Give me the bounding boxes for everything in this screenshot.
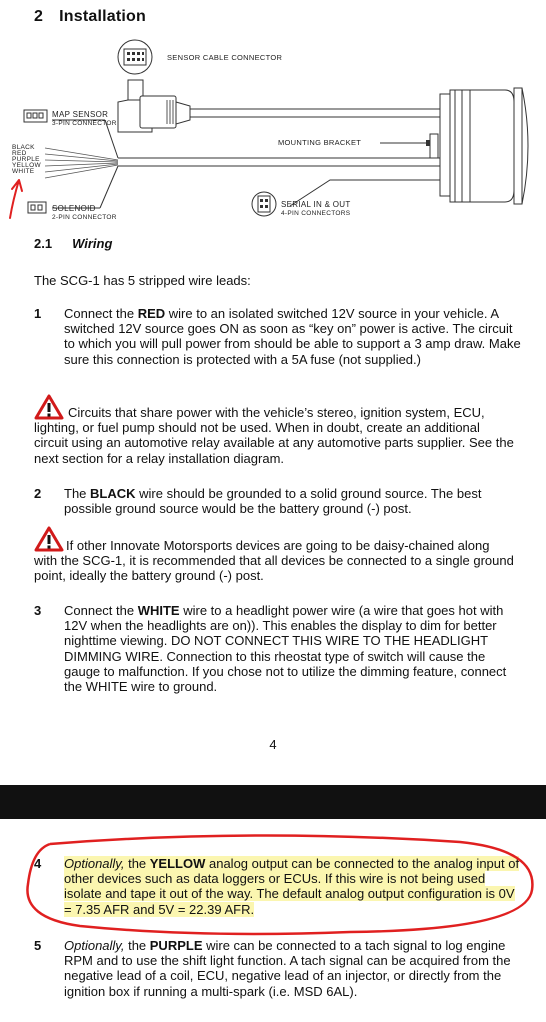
- solenoid-title: SOLENOID: [52, 204, 96, 213]
- wire-label-white: WHITE: [12, 168, 35, 175]
- map-sensor-connector-icon: [24, 110, 47, 122]
- wire-color-red: RED: [137, 306, 166, 321]
- page-separator: [0, 785, 546, 819]
- item-number: 5: [34, 938, 42, 953]
- wire-color-purple: PURPLE: [149, 938, 203, 953]
- wire-label-red: RED: [12, 150, 27, 157]
- subsection-number: 2.1: [34, 236, 53, 251]
- warning-1: [34, 394, 514, 466]
- item-text-pre: the: [124, 938, 150, 953]
- warning-triangle-icon: [34, 526, 64, 552]
- wire-color-black: BLACK: [90, 486, 136, 501]
- section-number: 2: [34, 8, 44, 25]
- item-text: [64, 486, 524, 516]
- mounting-bracket-icon: [380, 134, 438, 158]
- item-text-pre: The: [64, 486, 91, 501]
- red-arrow-annotation: [10, 180, 22, 218]
- subsection-heading: [34, 236, 112, 251]
- list-item-1: [34, 306, 524, 386]
- wire-label-yellow: YELLOW: [12, 162, 41, 169]
- item-number: 1: [34, 306, 42, 321]
- serial-label: [281, 200, 351, 218]
- wire-label-black: BLACK: [12, 144, 35, 151]
- list-item-2: [34, 486, 524, 518]
- map-sensor-title: MAP SENSOR: [52, 110, 109, 119]
- gauge-icon: [440, 88, 528, 204]
- item-text-pre: the: [124, 856, 150, 871]
- item-text-italic: Optionally,: [64, 938, 125, 953]
- list-item-3: [34, 603, 524, 699]
- wire-color-yellow: YELLOW: [149, 856, 206, 871]
- sensor-cable-connector-label: SENSOR CABLE CONNECTOR: [167, 53, 283, 62]
- serial-subtitle: 4-PIN CONNECTORS: [281, 210, 351, 217]
- wire-color-labels: [12, 145, 41, 175]
- wire-label-purple: PURPLE: [12, 156, 40, 163]
- section-heading: [34, 8, 146, 26]
- item-text-post: wire to a headlight power wire (a wire that goes hot with 12V when the headlights are on)). This enables the display to dim for better nighttime viewing. DO NOT CONNECT THIS WIRE TO THE HEADLIGHT DIMMING WIRE. Connection to this rheostat type of switch will cause the gauge to malfunction. If you chose not to utilize the dimming feature, connect the WHITE wire to ground.: [64, 603, 507, 695]
- map-sensor-label: [52, 110, 117, 128]
- item-text: [64, 306, 524, 367]
- item-text-italic: Optionally,: [64, 856, 125, 871]
- warning-text: If other Innovate Motorsports devices are going to be daisy-chained along with the SCG-1, it is recommended that all devices be connected to a single ground point, ideally the battery ground (-) post.: [34, 538, 514, 584]
- serial-title: SERIAL IN & OUT: [281, 200, 351, 209]
- red-circle-annotation: [20, 832, 542, 944]
- solenoid-label: [52, 204, 117, 222]
- wire-color-white: WHITE: [137, 603, 180, 618]
- sensor-cable-connector-icon: [118, 40, 152, 74]
- item-text-pre: Connect the: [64, 306, 138, 321]
- intro-text: The SCG-1 has 5 stripped wire leads:: [34, 273, 251, 288]
- mounting-bracket-label: MOUNTING BRACKET: [278, 138, 362, 147]
- solenoid-subtitle: 2-PIN CONNECTOR: [52, 214, 117, 221]
- item-text-post: wire should be grounded to a solid ground source. The best possible ground source would be the battery ground (-) post.: [64, 486, 482, 517]
- item-number: 4: [34, 856, 42, 871]
- warning-2: [34, 526, 514, 584]
- map-sensor-subtitle: 3-PIN CONNECTOR: [52, 120, 117, 127]
- item-text-pre: Connect the: [64, 603, 138, 618]
- subsection-title: Wiring: [72, 236, 113, 251]
- item-text-post: wire to an isolated switched 12V source in your vehicle. A switched 12V source goes ON as soon as “key on” power is active. The circuit to which you will pull power from should be able to support a 3 amp draw. Make sure this connection is protected with a 5A fuse (not supplied.): [64, 306, 521, 367]
- item-text-post: analog output can be connected to the analog input of other devices such as data loggers or ECUs. If this wire is not being used isolate and tape it out of the way. The default analog output configuration is 0V = 7.35 AFR and 5V = 22.39 AFR.: [64, 856, 520, 917]
- solenoid-connector-icon: [28, 202, 46, 213]
- warning-triangle-icon: [34, 394, 64, 420]
- page-number: 4: [269, 737, 277, 752]
- list-item-5: [34, 938, 524, 1018]
- item-text: [64, 603, 524, 694]
- item-number: 2: [34, 486, 42, 501]
- serial-connector-icon: [252, 192, 276, 216]
- item-text: [64, 938, 524, 999]
- item-number: 3: [34, 603, 42, 618]
- warning-text: Circuits that share power with the vehicle’s stereo, ignition system, ECU, lighting, or fuel pump should not be used. When in doubt, create an additional circuit using an automotive relay available at any automotive parts supplier. See the next section for a relay installation diagram.: [34, 405, 514, 466]
- section-title: Installation: [59, 8, 146, 25]
- item-text-post: wire can be connected to a tach signal to log engine RPM and to use the shift light function. A tach signal can be acquired from the negative lead of a coil, ECU, negative lead of an injector, or directly from the ignition box if running a multi-spark (i.e. MSD 6AL).: [64, 938, 511, 999]
